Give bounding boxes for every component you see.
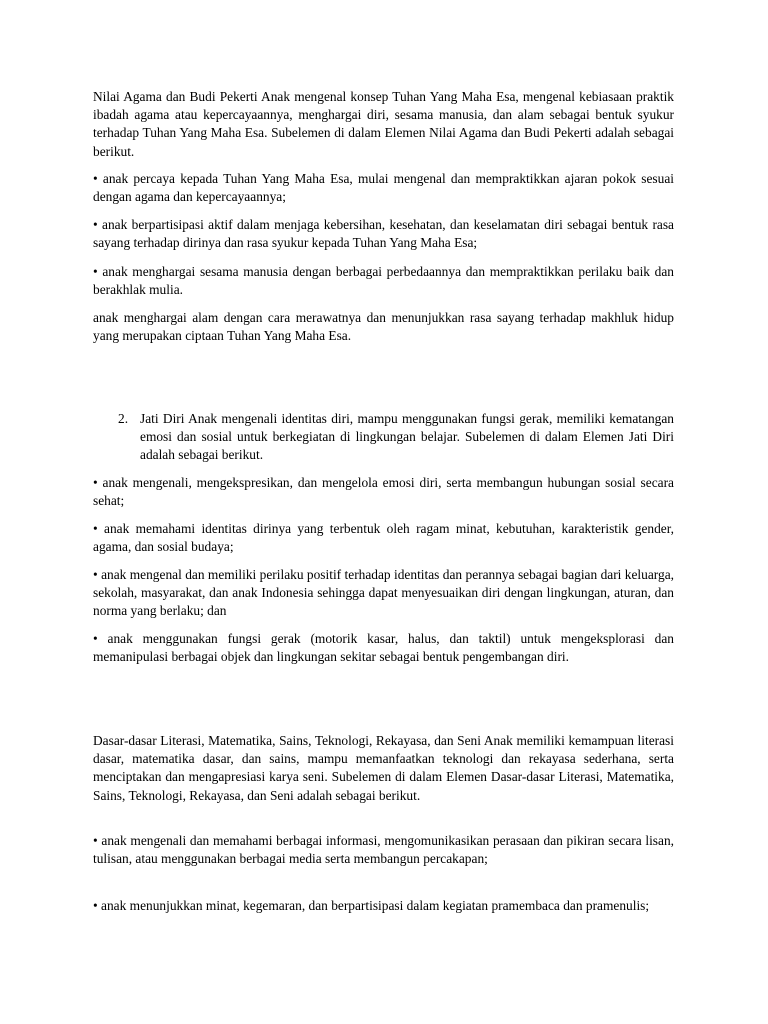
section-3-item-2: • anak menunjukkan minat, kegemaran, dan berpartisipasi dalam kegiatan pramembaca dan pramenulis; (93, 898, 650, 913)
section-3-item-1: • anak mengenali dan memahami berbagai informasi, mengomunikasikan perasaan dan pikiran secara lisan, tulisan, atau menggunakan berbagai media serta membangun percakapan; (93, 833, 674, 867)
section-1-item-1: • anak percaya kepada Tuhan Yang Maha Esa, mulai mengenal dan mempraktikkan ajaran pokok sesuai dengan agama dan kepercayaannya; (93, 171, 674, 205)
section-1-item-3: • anak menghargai sesama manusia dengan berbagai perbedaannya dan mempraktikkan perilaku baik dan berakhlak mulia. (93, 264, 674, 298)
section-2-numbered-item (118, 410, 674, 465)
section-3-intro: Dasar-dasar Literasi, Matematika, Sains, Teknologi, Rekayasa, dan Seni Anak memiliki kemampuan literasi dasar, matematika dasar, dan sains, mampu memanfaatkan teknologi dan rekayasa sederhana, serta menciptakan dan mengapresiasi karya seni. Subelemen di dalam Elemen Dasar-dasar Literasi, Matematika, Sains, Teknologi, Rekayasa, dan Seni adalah sebagai berikut. (93, 733, 674, 803)
section-2-item-4: • anak menggunakan fungsi gerak (motorik kasar, halus, dan taktil) untuk mengeksplorasi dan memanipulasi berbagai objek dan lingkungan sekitar sebagai bentuk pengembangan diri. (93, 631, 674, 665)
section-1-intro: Nilai Agama dan Budi Pekerti Anak mengenal konsep Tuhan Yang Maha Esa, mengenal kebiasaan praktik ibadah agama atau kepercayaannya, menghargai diri, sesama manusia, dan alam sebagai bentuk syukur terhadap Tuhan Yang Maha Esa. Subelemen di dalam Elemen Nilai Agama dan Budi Pekerti adalah sebagai berikut. (93, 89, 674, 159)
section-2-intro: Jati Diri Anak mengenali identitas diri, mampu menggunakan fungsi gerak, memiliki kematangan emosi dan sosial untuk berkegiatan di lingkungan belajar. Subelemen di dalam Elemen Jati Diri adalah sebagai berikut. (140, 411, 674, 463)
section-2-item-3: • anak mengenal dan memiliki perilaku positif terhadap identitas dan perannya sebagai bagian dari keluarga, sekolah, masyarakat, dan anak Indonesia sehingga dapat menyesuaikan diri dengan lingkungan, aturan, dan norma yang berlaku; dan (93, 567, 674, 619)
section-1-item-2: • anak berpartisipasi aktif dalam menjaga kebersihan, kesehatan, dan keselamatan diri sebagai bentuk rasa sayang terhadap dirinya dan rasa syukur kepada Tuhan Yang Maha Esa; (93, 217, 674, 251)
section-2-item-1: • anak mengenali, mengekspresikan, dan mengelola emosi diri, serta membangun hubungan sosial secara sehat; (93, 475, 674, 509)
section-1-item-4: anak menghargai alam dengan cara merawatnya dan menunjukkan rasa sayang terhadap makhluk hidup yang merupakan ciptaan Tuhan Yang Maha Esa. (93, 310, 674, 344)
section-2-number: 2. (118, 411, 129, 426)
section-2-item-2: • anak memahami identitas dirinya yang terbentuk oleh ragam minat, kebutuhan, karakteristik gender, agama, dan sosial budaya; (93, 521, 674, 555)
